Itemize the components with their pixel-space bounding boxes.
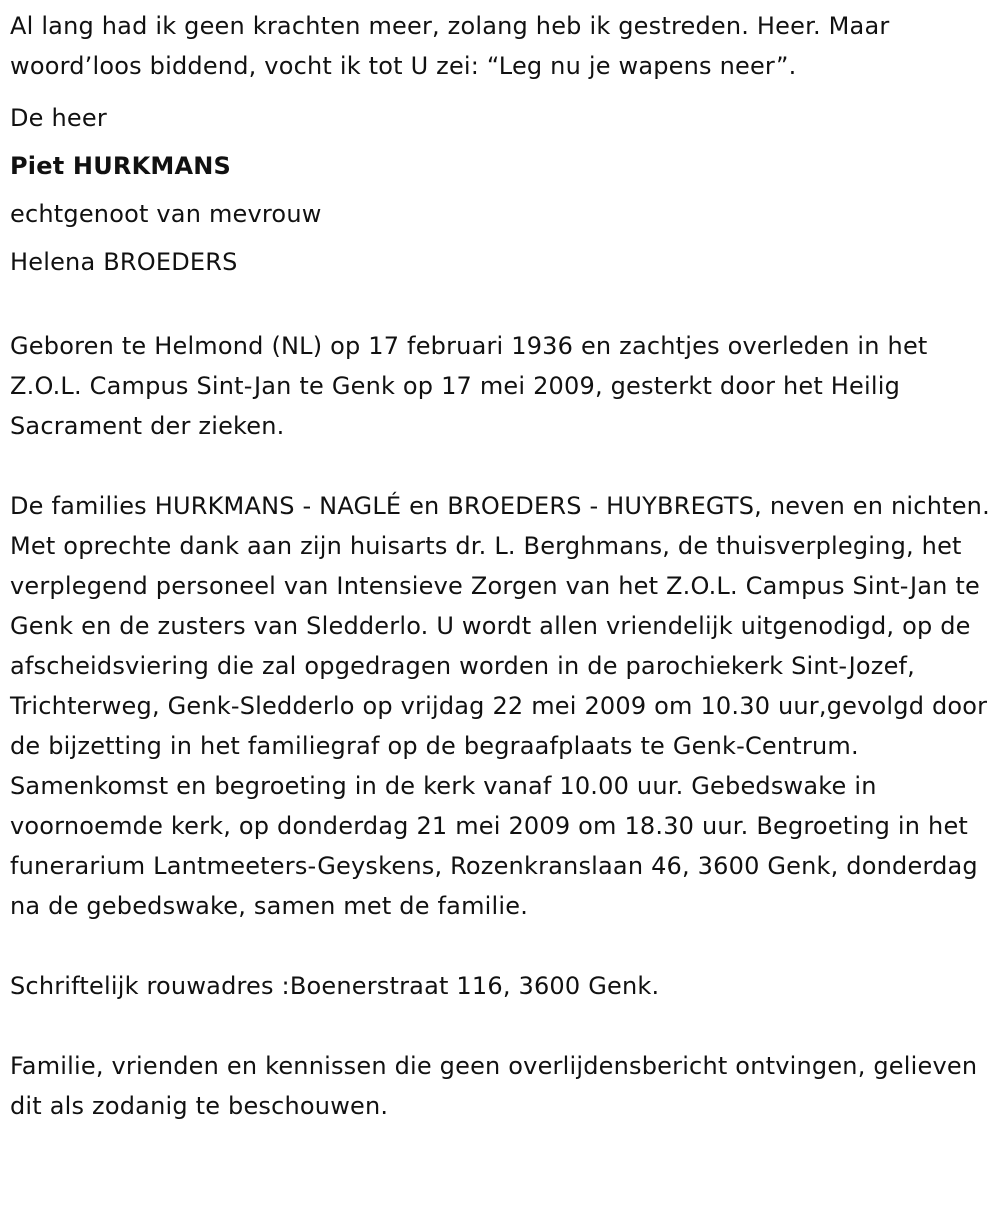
spacer	[10, 286, 990, 326]
opening-quote: Al lang had ik geen krachten meer, zolang heb ik gestreden. Heer. Maar woord’loos biddend, vocht ik tot U zei: “Leg nu je wapens neer”.	[10, 12, 890, 80]
spacer	[10, 446, 990, 486]
closing-paragraph: Familie, vrienden en kennissen die geen overlijdensbericht ontvingen, gelieven dit als zodanig te beschouwen.	[10, 1052, 978, 1120]
spacer	[10, 926, 990, 966]
salutation: De heer	[10, 104, 107, 132]
spacer	[10, 86, 990, 94]
mourning-address: Schriftelijk rouwadres :Boenerstraat 116, 3600 Genk.	[10, 972, 660, 1000]
deceased-name: Piet HURKMANS	[10, 152, 232, 180]
families-paragraph: De families HURKMANS - NAGLÉ en BROEDERS - HUYBREGTS, neven en nichten. Met oprechte dank aan zijn huisarts dr. L. Berghmans, de thuisverpleging, het verplegend personeel van Intensieve Zorgen van het Z.O.L. Campus Sint-Jan te Genk en de zusters van Sledderlo. U wordt allen vriendelijk uitgenodigd, op de afscheidsviering die zal opgedragen worden in de parochiekerk Sint-Jozef, Trichterweg, Genk-Sledderlo op vrijdag 22 mei 2009 om 10.30 uur,gevolgd door de bijzetting in het familiegraf op de begraafplaats te Genk-Centrum. Samenkomst en begroeting in de kerk vanaf 10.00 uur. Gebedswake in voornoemde kerk, op donderdag 21 mei 2009 om 18.30 uur. Begroeting in het funerarium Lantmeeters-Geyskens, Rozenkranslaan 46, 3600 Genk, donderdag na de gebedswake, samen met de familie.	[10, 492, 990, 920]
death-notice	[10, 6, 990, 1126]
name-block	[10, 94, 990, 286]
spouse-name: Helena BROEDERS	[10, 248, 238, 276]
birth-death-paragraph: Geboren te Helmond (NL) op 17 februari 1936 en zachtjes overleden in het Z.O.L. Campus Sint-Jan te Genk op 17 mei 2009, gesterkt door het Heilig Sacrament der zieken.	[10, 332, 928, 440]
relation-text: echtgenoot van mevrouw	[10, 200, 322, 228]
spacer	[10, 1006, 990, 1046]
